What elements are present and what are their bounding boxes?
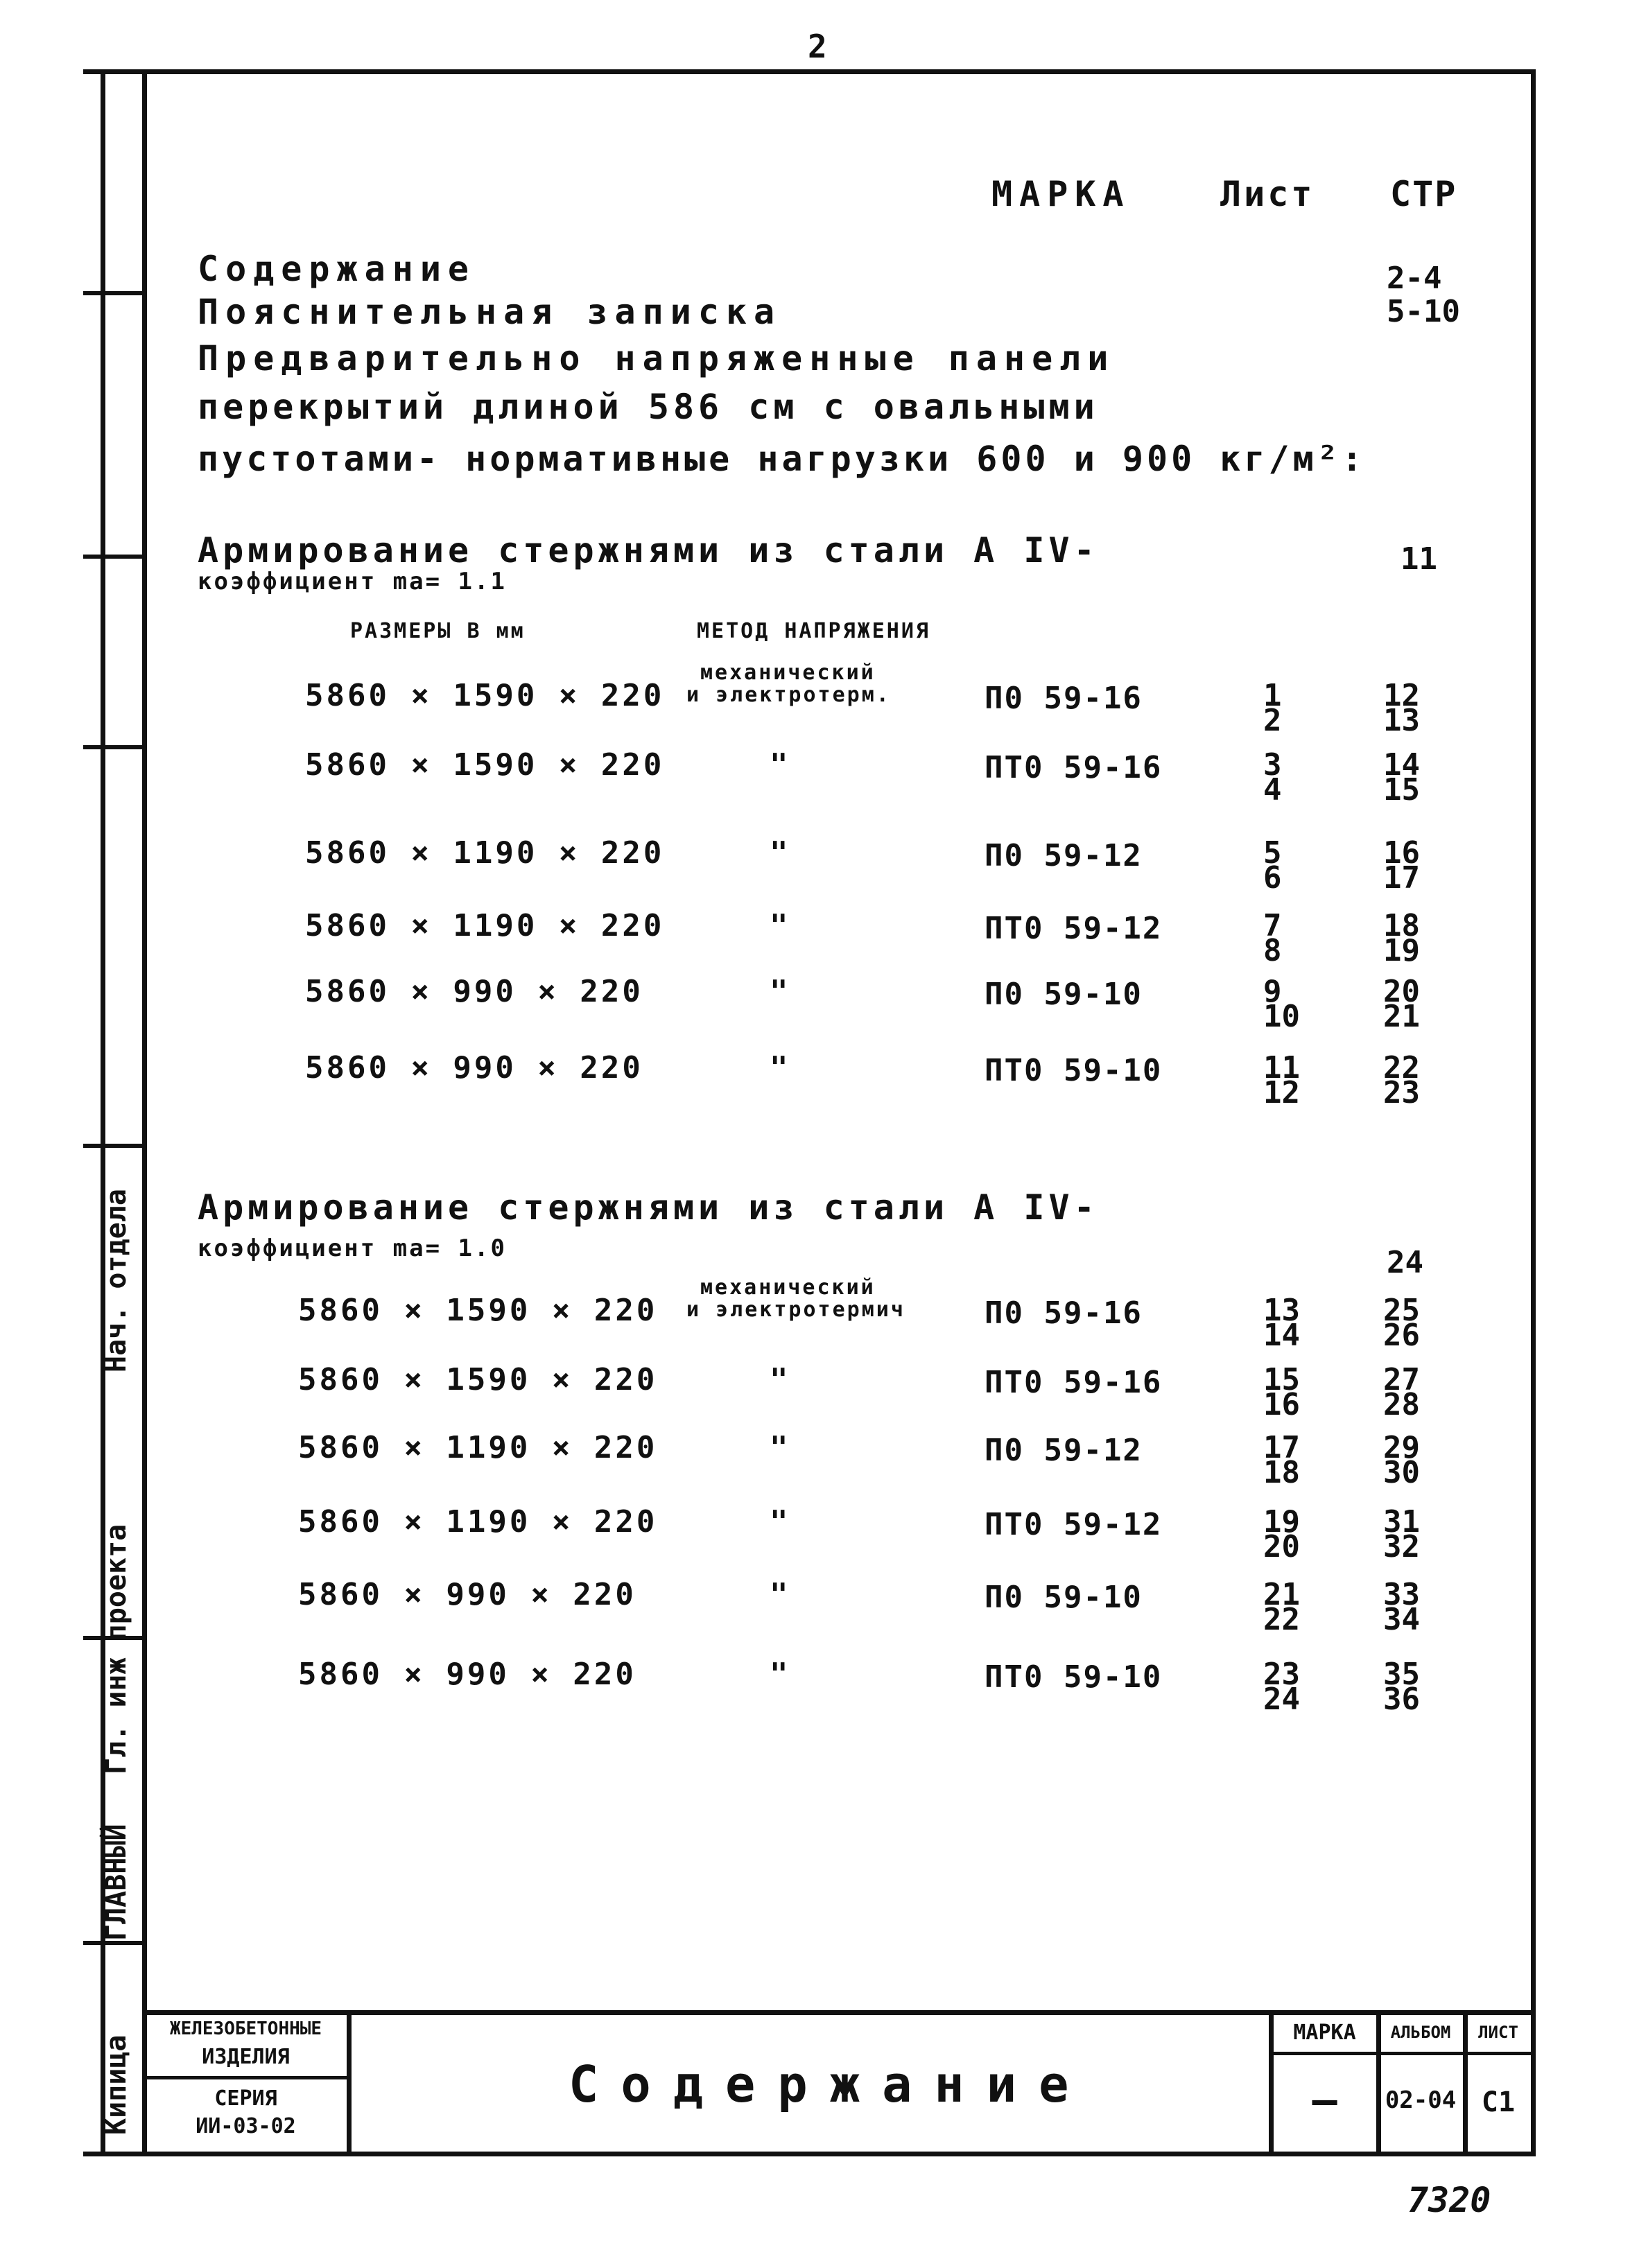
row-size: 5860 × 1190 × 220 <box>305 908 665 943</box>
intro-line-2: Пояснительная записка <box>198 292 782 332</box>
row-list: 18 <box>1263 1455 1300 1490</box>
section2-title-str: 24 <box>1387 1245 1423 1280</box>
frame-top <box>83 69 1536 74</box>
row-size: 5860 × 990 × 220 <box>305 1050 643 1085</box>
row-list: 5 <box>1263 835 1282 871</box>
row-page: 28 <box>1383 1387 1420 1422</box>
row-page: 16 <box>1383 835 1420 871</box>
row-method: " <box>770 1050 791 1085</box>
row-list: 8 <box>1263 933 1282 968</box>
col-marka-header: МАРКА <box>991 174 1131 214</box>
row-list: 19 <box>1263 1504 1300 1539</box>
frame-bottom <box>83 2152 1536 2156</box>
row-page: 30 <box>1383 1455 1420 1490</box>
row-size: 5860 × 1590 × 220 <box>298 1362 658 1397</box>
row-marka: П0 59-10 <box>985 977 1143 1012</box>
row-page: 27 <box>1383 1362 1420 1397</box>
row-page: 13 <box>1383 703 1420 738</box>
row-list: 23 <box>1263 1657 1300 1692</box>
row-list: 11 <box>1263 1050 1300 1085</box>
row-size: 5860 × 1190 × 220 <box>298 1504 658 1539</box>
section2-title-1: Армирование стержнями из стали А IV- <box>198 1187 1099 1228</box>
row-page: 33 <box>1383 1577 1420 1612</box>
row-list: 24 <box>1263 1682 1300 1717</box>
intro-line-5: пустотами- нормативные нагрузки 600 и 900 кг/м²: <box>198 439 1366 479</box>
footer-number: 7320 <box>1407 2180 1491 2220</box>
stamp-left-line2: ИЗДЕЛИЯ <box>202 2045 290 2069</box>
sidebar-label-4: Нач. отдела <box>101 1189 132 1372</box>
row-page: 31 <box>1383 1504 1420 1539</box>
section1-col-method: МЕТОД НАПРЯЖЕНИЯ <box>697 619 930 643</box>
margin-tick <box>83 1941 146 1945</box>
row-method: и электротерм. <box>686 683 891 707</box>
row-marka: ПТ0 59-10 <box>985 1659 1163 1695</box>
row-marka: ПТ0 59-10 <box>985 1053 1163 1088</box>
row-method: " <box>770 908 791 943</box>
row-marka: ПТ0 59-12 <box>985 911 1163 946</box>
section2-title-2: коэффициент mа= 1.0 <box>198 1235 507 1262</box>
stamp-list-value: С1 <box>1481 2086 1516 2118</box>
margin-tick <box>83 745 146 749</box>
row-page: 34 <box>1383 1602 1420 1637</box>
row-page: 19 <box>1383 933 1420 968</box>
row-list: 7 <box>1263 908 1282 943</box>
row-method: механический <box>700 661 876 685</box>
row-list: 6 <box>1263 860 1282 896</box>
stamp-list-label: ЛИСТ <box>1478 2023 1518 2042</box>
intro-line-1: Содержание <box>198 249 476 289</box>
row-method: " <box>770 747 791 783</box>
stamp-left-line1: ЖЕЛЕЗОБЕТОННЫЕ <box>169 2018 322 2039</box>
row-method: " <box>770 974 791 1009</box>
row-marka: П0 59-16 <box>985 681 1143 716</box>
row-page: 14 <box>1383 747 1420 783</box>
row-page: 23 <box>1383 1075 1420 1110</box>
stamp-left-line4: ИИ-03-02 <box>196 2114 296 2138</box>
row-marka: ПТ0 59-16 <box>985 750 1163 785</box>
row-list: 4 <box>1263 772 1282 808</box>
row-list: 14 <box>1263 1318 1300 1353</box>
row-method: " <box>770 1362 791 1397</box>
margin-tick <box>83 1144 146 1148</box>
margin-tick <box>83 555 146 559</box>
row-page: 15 <box>1383 772 1420 808</box>
row-page: 36 <box>1383 1682 1420 1717</box>
page-number: 2 <box>808 28 827 65</box>
row-method: " <box>770 1577 791 1612</box>
stamp-title: Содержание <box>569 2055 1091 2113</box>
row-page: 12 <box>1383 678 1420 713</box>
frame-left-inner <box>142 69 147 2156</box>
frame-right <box>1531 69 1536 2156</box>
row-page: 20 <box>1383 974 1420 1009</box>
row-marka: ПТ0 59-12 <box>985 1507 1163 1542</box>
stamp-marka-value: — <box>1312 2076 1337 2125</box>
intro-line-4: перекрытий длиной 586 см с овальными <box>198 387 1099 427</box>
row-page: 26 <box>1383 1318 1420 1353</box>
row-size: 5860 × 1590 × 220 <box>305 678 665 713</box>
row-page: 18 <box>1383 908 1420 943</box>
row-list: 10 <box>1263 999 1300 1034</box>
stamp-marka-label: МАРКА <box>1293 2021 1356 2045</box>
col-str-header: СТР <box>1390 174 1457 214</box>
section1-col-sizes: РАЗМЕРЫ В мм <box>350 619 526 643</box>
row-size: 5860 × 1590 × 220 <box>305 747 665 783</box>
row-list: 15 <box>1263 1362 1300 1397</box>
row-page: 21 <box>1383 999 1420 1034</box>
sidebar-label-1: Кипица <box>101 2034 132 2135</box>
section1-title-2: коэффициент mа= 1.1 <box>198 568 507 595</box>
row-page: 17 <box>1383 860 1420 896</box>
row-page: 35 <box>1383 1657 1420 1692</box>
margin-tick <box>83 291 146 295</box>
row-method: и электротермич <box>686 1298 905 1322</box>
intro-str-2: 5-10 <box>1387 294 1460 329</box>
row-size: 5860 × 1190 × 220 <box>298 1430 658 1465</box>
row-size: 5860 × 1190 × 220 <box>305 835 665 871</box>
row-list: 17 <box>1263 1430 1300 1465</box>
row-list: 13 <box>1263 1293 1300 1328</box>
row-size: 5860 × 990 × 220 <box>305 974 643 1009</box>
row-list: 12 <box>1263 1075 1300 1110</box>
section1-title-str: 11 <box>1401 541 1437 577</box>
row-method: механический <box>700 1275 876 1300</box>
row-list: 22 <box>1263 1602 1300 1637</box>
row-list: 20 <box>1263 1529 1300 1564</box>
row-method: " <box>770 835 791 871</box>
row-size: 5860 × 990 × 220 <box>298 1657 636 1692</box>
row-list: 1 <box>1263 678 1282 713</box>
row-list: 2 <box>1263 703 1282 738</box>
stamp-left-line3: СЕРИЯ <box>214 2086 277 2111</box>
row-page: 25 <box>1383 1293 1420 1328</box>
sidebar-label-2: ГЛАВНЫЙ <box>101 1824 132 1941</box>
row-size: 5860 × 1590 × 220 <box>298 1293 658 1328</box>
row-list: 16 <box>1263 1387 1300 1422</box>
row-size: 5860 × 990 × 220 <box>298 1577 636 1612</box>
intro-line-3: Предварительно напряженные панели <box>198 338 1116 378</box>
row-marka: ПТ0 59-16 <box>985 1365 1163 1400</box>
col-list-header: Лист <box>1220 174 1315 214</box>
row-method: " <box>770 1430 791 1465</box>
row-list: 9 <box>1263 974 1282 1009</box>
intro-str-1: 2-4 <box>1387 261 1442 296</box>
row-page: 22 <box>1383 1050 1420 1085</box>
row-marka: П0 59-10 <box>985 1580 1143 1615</box>
row-method: " <box>770 1504 791 1539</box>
row-page: 29 <box>1383 1430 1420 1465</box>
row-marka: П0 59-16 <box>985 1296 1143 1331</box>
row-list: 3 <box>1263 747 1282 783</box>
section1-title-1: Армирование стержнями из стали А IV- <box>198 530 1099 570</box>
stamp-album-value: 02-04 <box>1385 2086 1457 2114</box>
row-page: 32 <box>1383 1529 1420 1564</box>
row-marka: П0 59-12 <box>985 1433 1143 1468</box>
row-list: 21 <box>1263 1577 1300 1612</box>
row-method: " <box>770 1657 791 1692</box>
stamp-album-label: АЛЬБОМ <box>1390 2023 1451 2042</box>
sidebar-label-3: Гл. инж проекта <box>101 1524 132 1774</box>
row-marka: П0 59-12 <box>985 838 1143 873</box>
